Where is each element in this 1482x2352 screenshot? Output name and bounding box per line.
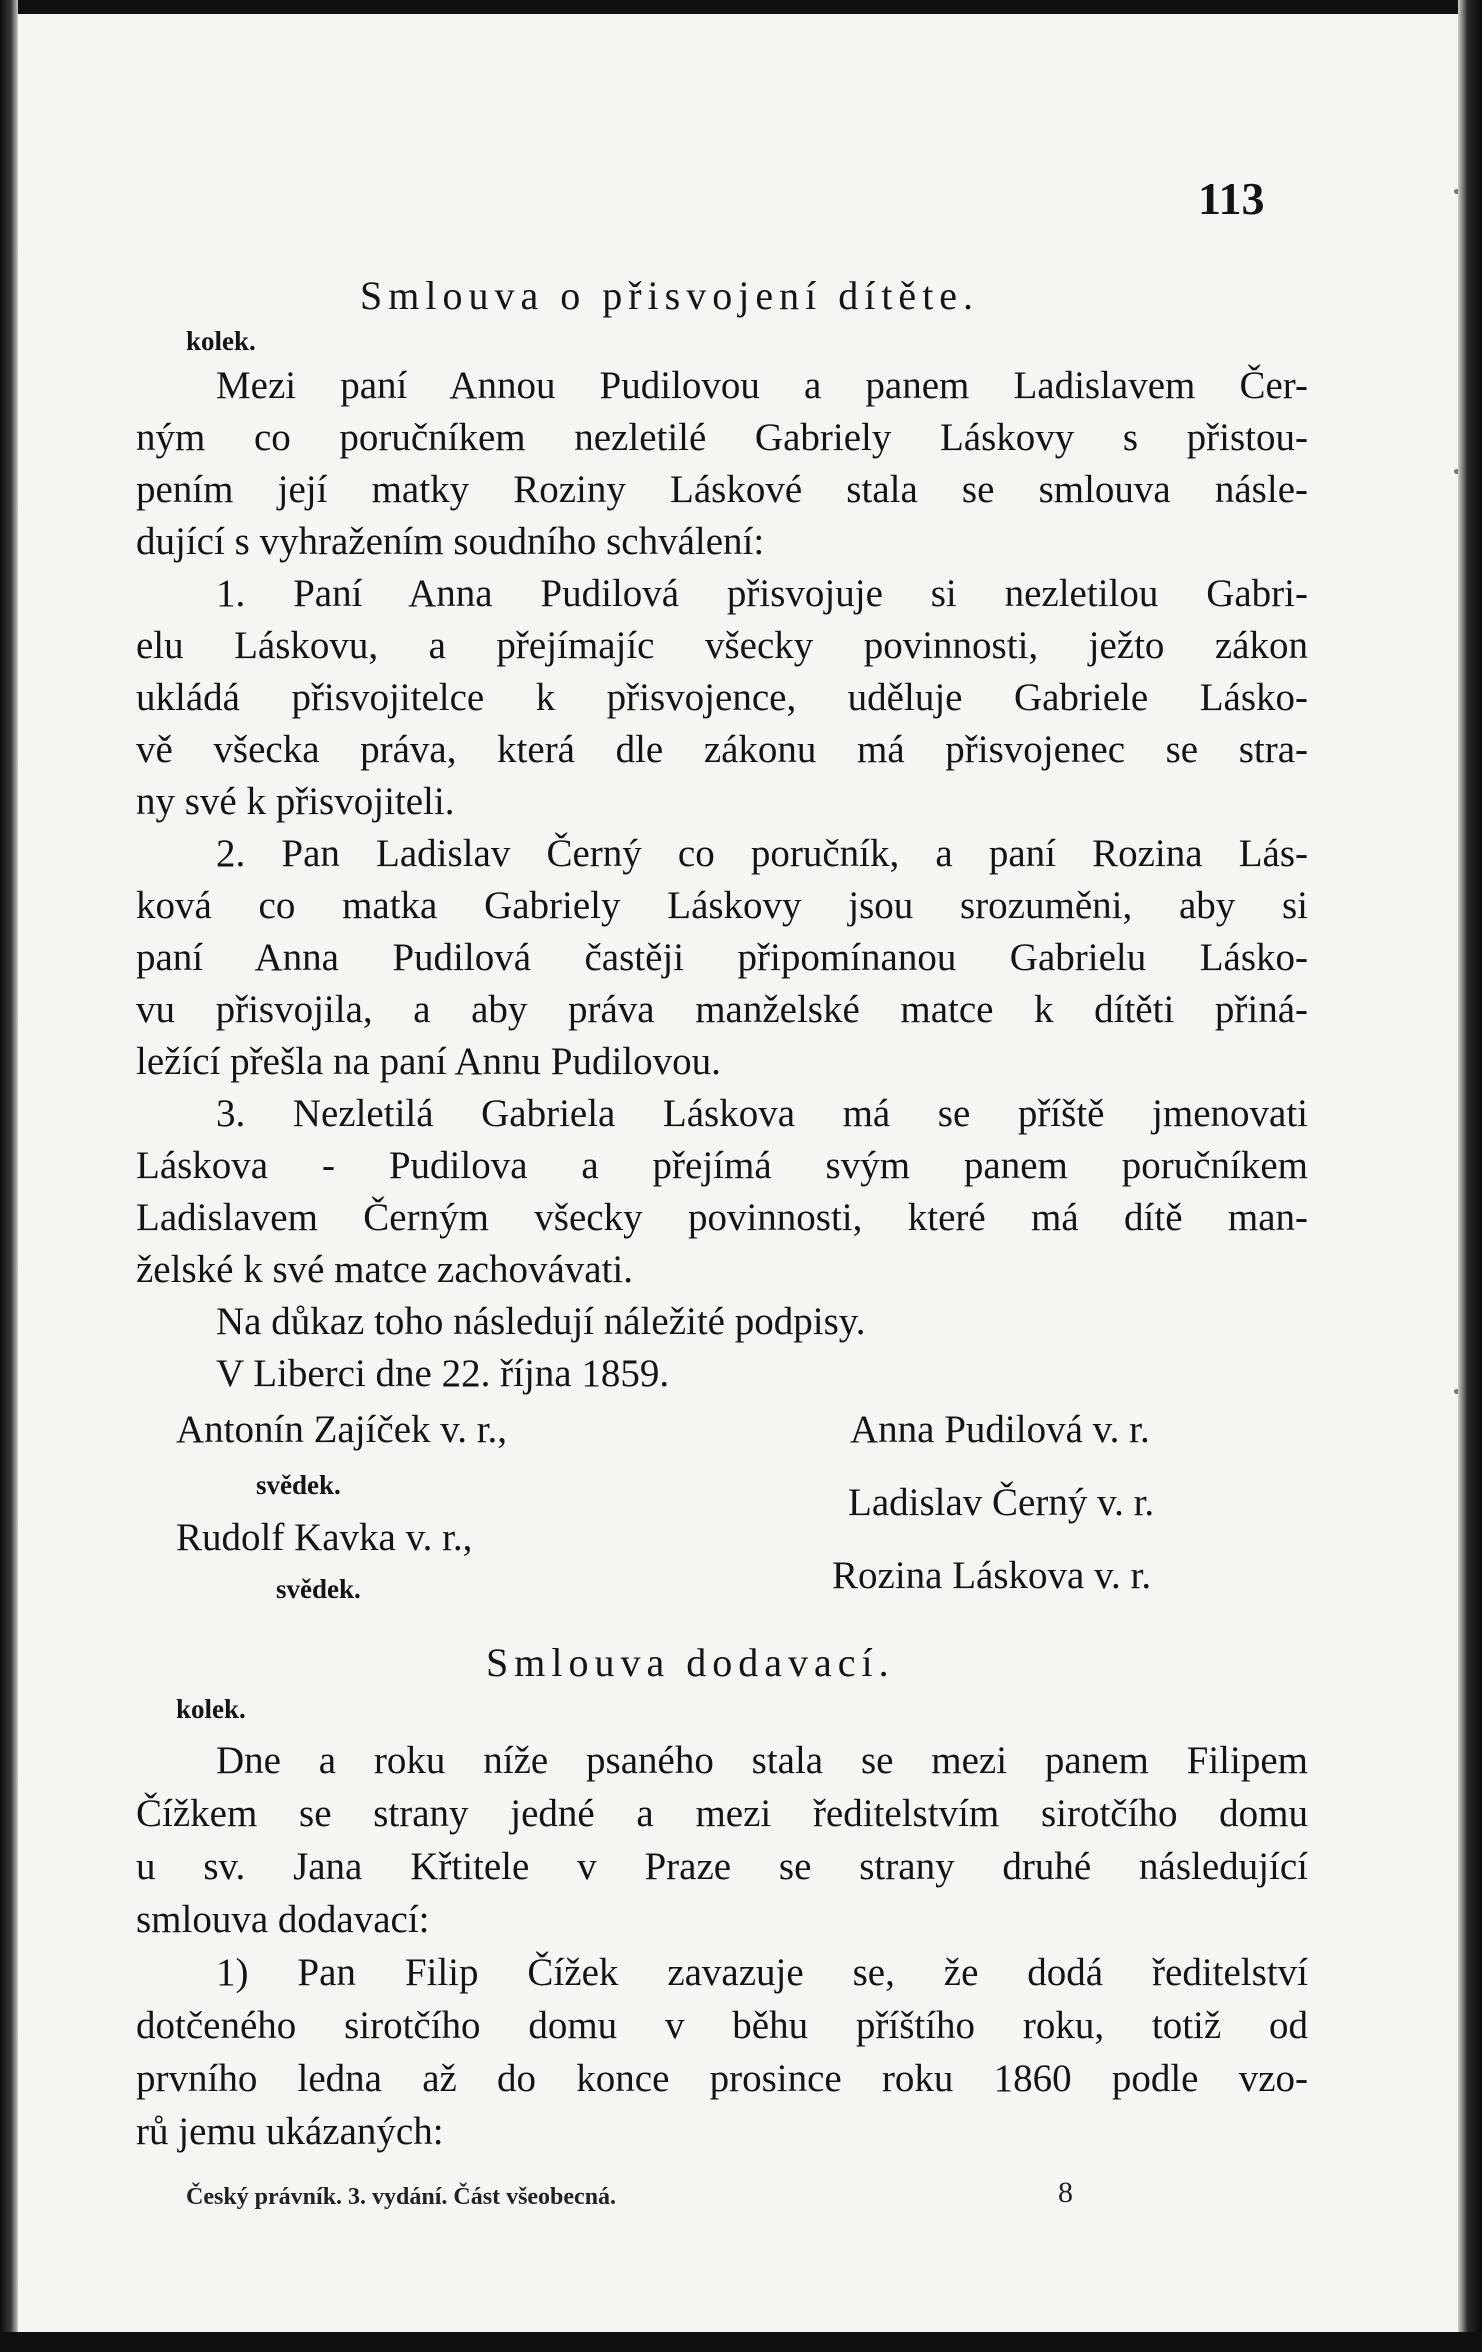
text-line: 1. Paní Anna Pudilová přisvojuje si nezletilou Gabri- <box>216 572 1308 615</box>
contract1-stamp: kolek. <box>186 326 256 356</box>
text-line: paní Anna Pudilová častěji připomínanou Gabrielu Lásko- <box>136 936 1308 979</box>
text-line: Dne a roku níže psaného stala se mezi panem Filipem <box>216 1739 1308 1782</box>
text-line: u sv. Jana Křtitele v Praze se strany druhé následující <box>136 1845 1308 1888</box>
sheet-number: 8 <box>1058 2176 1073 2209</box>
text-line: Mezi paní Annou Pudilovou a panem Ladislavem Čer- <box>216 364 1308 407</box>
contract2-title: Smlouva dodavací. <box>486 1640 895 1685</box>
contract2-stamp: kolek. <box>176 1694 246 1724</box>
page-number: 113 <box>1198 173 1265 224</box>
scan-edge-top <box>0 0 1482 14</box>
text-line: Na důkaz toho následují náležité podpisy. <box>216 1300 866 1343</box>
text-line: Ladislavem Černým všecky povinnosti, které má dítě man- <box>136 1196 1308 1239</box>
text-line: elu Láskovu, a přejímajíc všecky povinnosti, ježto zákon <box>136 624 1308 667</box>
scan-edge-right <box>1458 0 1482 2352</box>
text-line: dující s vyhražením soudního schválení: <box>136 520 765 563</box>
text-line: želské k své matce zachovávati. <box>136 1248 634 1291</box>
text-line: Čížkem se strany jedné a mezi ředitelstvím sirotčího domu <box>136 1792 1308 1835</box>
contract1-title: Smlouva o přisvojení dítěte. <box>360 273 980 318</box>
text-line: vě všecka práva, která dle zákonu má přisvojenec se stra- <box>136 728 1308 771</box>
text-line: dotčeného sirotčího domu v běhu příštího roku, totiž od <box>136 2004 1308 2047</box>
text-line: ková co matka Gabriely Láskovy jsou srozuměni, aby si <box>136 884 1308 927</box>
text-line: V Liberci dne 22. října 1859. <box>216 1352 670 1395</box>
witness2-role: svědek. <box>276 1574 361 1604</box>
text-line: 3. Nezletilá Gabriela Láskova má se příště jmenovati <box>216 1092 1308 1135</box>
book-page <box>18 14 1458 2332</box>
text-line: ležící přešla na paní Annu Pudilovou. <box>136 1040 721 1083</box>
text-line: prvního ledna až do konce prosince roku 1860 podle vzo- <box>136 2057 1308 2100</box>
footer-note: Český právník. 3. vydání. Část všeobecná. <box>186 2184 617 2210</box>
text-line: pením její matky Roziny Láskové stala se smlouva násle- <box>136 468 1308 511</box>
witness1-name: Antonín Zajíček v. r., <box>176 1408 508 1451</box>
signature-1: Anna Pudilová v. r. <box>850 1408 1150 1451</box>
text-line: vu přisvojila, a aby práva manželské matce k dítěti přiná- <box>136 988 1308 1031</box>
scan-edge-bottom <box>0 2332 1482 2352</box>
witness1-role: svědek. <box>256 1470 341 1500</box>
text-line: ným co poručníkem nezletilé Gabriely Láskovy s přistou- <box>136 416 1308 459</box>
text-line: smlouva dodavací: <box>136 1898 430 1941</box>
text-line: ny své k přisvojiteli. <box>136 780 455 823</box>
text-line: 2. Pan Ladislav Černý co poručník, a paní Rozina Lás- <box>216 832 1308 875</box>
text-line: 1) Pan Filip Čížek zavazuje se, že dodá ředitelství <box>216 1951 1308 1994</box>
text-line: ukládá přisvojitelce k přisvojence, uděluje Gabriele Lásko- <box>136 676 1308 719</box>
text-line: rů jemu ukázaných: <box>136 2110 444 2153</box>
scan-edge-left <box>0 0 18 2352</box>
signature-2: Ladislav Černý v. r. <box>848 1481 1155 1524</box>
text-line: Láskova - Pudilova a přejímá svým panem poručníkem <box>136 1144 1308 1187</box>
signature-3: Rozina Láskova v. r. <box>832 1554 1152 1597</box>
witness2-name: Rudolf Kavka v. r., <box>176 1516 473 1559</box>
